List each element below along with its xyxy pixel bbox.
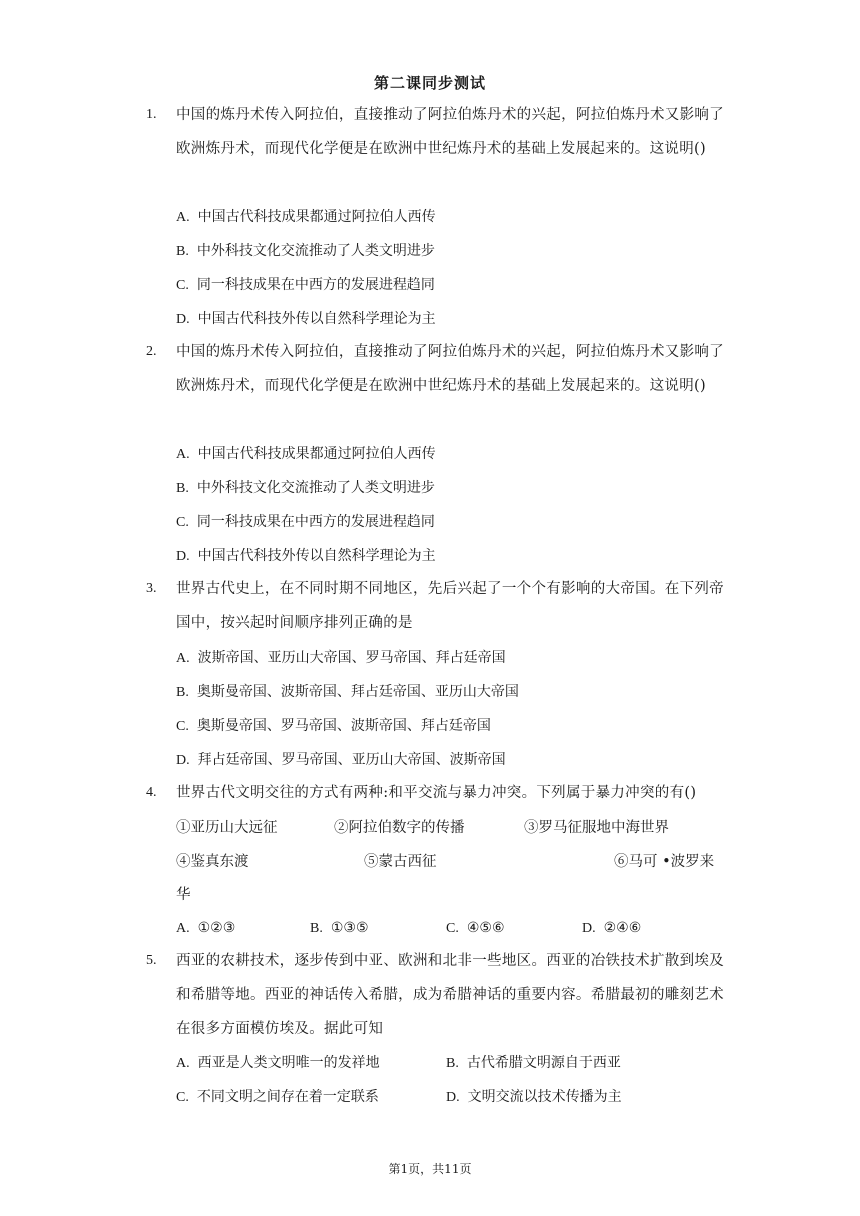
- question-stem: 中国的炼丹术传入阿拉伯，直接推动了阿拉伯炼丹术的兴起，阿拉伯炼丹术又影响了欧洲炼丹术，而现代化学便是在欧洲中世纪炼丹术的基础上发展起来的。这说明(): [176, 344, 724, 394]
- option-text: 奥斯曼帝国、波斯帝国、拜占廷帝国、亚历山大帝国: [196, 684, 519, 700]
- option-d: [446, 1087, 622, 1108]
- question-stem: 中国的炼丹术传入阿拉伯，直接推动了阿拉伯炼丹术的兴起，阿拉伯炼丹术又影响了欧洲炼丹术，而现代化学便是在欧洲中世纪炼丹术的基础上发展起来的。这说明(): [176, 107, 724, 157]
- question-number: 4.: [146, 785, 157, 800]
- question-stem: 西亚的农耕技术，逐步传到中亚、欧洲和北非一些地区。西亚的冶铁技术扩散到埃及和希腊等地。西亚的神话传入希腊，成为希腊神话的重要内容。希腊最初的雕刻艺术在很多方面模仿埃及。据此可知: [176, 953, 724, 1037]
- option-label: B.: [176, 685, 189, 700]
- option-text: 同一科技成果在中西方的发展进程趋同: [196, 514, 435, 530]
- option-label: B.: [446, 1056, 459, 1071]
- option-label: A.: [176, 447, 190, 462]
- question-stem: 世界古代文明交往的方式有两种:和平交流与暴力冲突。下列属于暴力冲突的有(): [176, 785, 697, 801]
- option-b: [176, 682, 519, 703]
- question-number: 2.: [146, 344, 157, 359]
- option-d: [176, 309, 436, 330]
- option-a: [176, 1053, 380, 1074]
- option-b: [176, 478, 435, 499]
- option-d: [176, 546, 436, 567]
- option-text: 中国古代科技成果都通过阿拉伯人西传: [197, 209, 436, 225]
- option-label: C.: [176, 719, 189, 734]
- option-text: 中外科技文化交流推动了人类文明进步: [196, 243, 435, 259]
- option-c: [176, 716, 491, 737]
- option-text: 中国古代科技外传以自然科学理论为主: [197, 311, 436, 327]
- option-label: D.: [176, 549, 190, 564]
- option-label: B.: [310, 921, 323, 936]
- option-label: A.: [176, 1056, 190, 1071]
- page-title: 第二课同步测试: [373, 74, 486, 92]
- option-text: 古代希腊文明源自于西亚: [466, 1055, 621, 1071]
- option-a: [176, 918, 235, 939]
- option-text: 文明交流以技术传播为主: [467, 1089, 622, 1105]
- option-c: [176, 275, 435, 296]
- option-text: 同一科技成果在中西方的发展进程趋同: [196, 277, 435, 293]
- option-label: D.: [176, 312, 190, 327]
- statement-item: ④鉴真东渡: [176, 854, 249, 870]
- page-footer: 第1页，共11页: [388, 1162, 472, 1176]
- option-b: [176, 241, 435, 262]
- option-label: A.: [176, 921, 190, 936]
- option-d: [176, 750, 506, 771]
- statement-item: 华: [176, 887, 191, 903]
- option-d: [582, 918, 641, 939]
- option-label: D.: [446, 1090, 460, 1105]
- option-text: ②④⑥: [603, 920, 642, 936]
- option-label: C.: [446, 921, 459, 936]
- option-label: A.: [176, 210, 190, 225]
- question-number: 5.: [146, 953, 157, 968]
- option-text: 不同文明之间存在着一定联系: [196, 1089, 379, 1105]
- question-number: 1.: [146, 107, 157, 122]
- statement-item: ②阿拉伯数字的传播: [334, 820, 465, 836]
- statement-item: ⑥马可 •波罗来: [614, 854, 715, 870]
- option-c: [446, 918, 505, 939]
- option-label: C.: [176, 515, 189, 530]
- option-text: 拜占廷帝国、罗马帝国、亚历山大帝国、波斯帝国: [197, 752, 506, 768]
- option-text: 中国古代科技成果都通过阿拉伯人西传: [197, 446, 436, 462]
- option-text: 波斯帝国、亚历山大帝国、罗马帝国、拜占廷帝国: [197, 650, 506, 666]
- question-number: 3.: [146, 581, 157, 596]
- option-a: [176, 444, 436, 465]
- option-text: ①②③: [197, 920, 236, 936]
- option-label: D.: [176, 753, 190, 768]
- option-text: 中国古代科技外传以自然科学理论为主: [197, 548, 436, 564]
- statement-item: ⑤蒙古西征: [364, 854, 437, 870]
- option-a: [176, 648, 506, 669]
- option-text: ④⑤⑥: [466, 920, 505, 936]
- statement-item: ③罗马征服地中海世界: [524, 820, 669, 836]
- option-c: [176, 1087, 379, 1108]
- option-label: B.: [176, 481, 189, 496]
- option-text: 奥斯曼帝国、罗马帝国、波斯帝国、拜占廷帝国: [196, 718, 491, 734]
- option-label: C.: [176, 278, 189, 293]
- option-text: 中外科技文化交流推动了人类文明进步: [196, 480, 435, 496]
- option-label: B.: [176, 244, 189, 259]
- option-a: [176, 207, 436, 228]
- option-text: 西亚是人类文明唯一的发祥地: [197, 1055, 380, 1071]
- statement-item: ①亚历山大远征: [176, 820, 278, 836]
- question-stem: 世界古代史上，在不同时期不同地区，先后兴起了一个个有影响的大帝国。在下列帝国中，按兴起时间顺序排列正确的是: [176, 581, 724, 631]
- option-label: C.: [176, 1090, 189, 1105]
- option-label: A.: [176, 651, 190, 666]
- option-b: [310, 918, 369, 939]
- option-text: ①③⑤: [330, 920, 369, 936]
- option-label: D.: [582, 921, 596, 936]
- option-b: [446, 1053, 621, 1074]
- option-c: [176, 512, 435, 533]
